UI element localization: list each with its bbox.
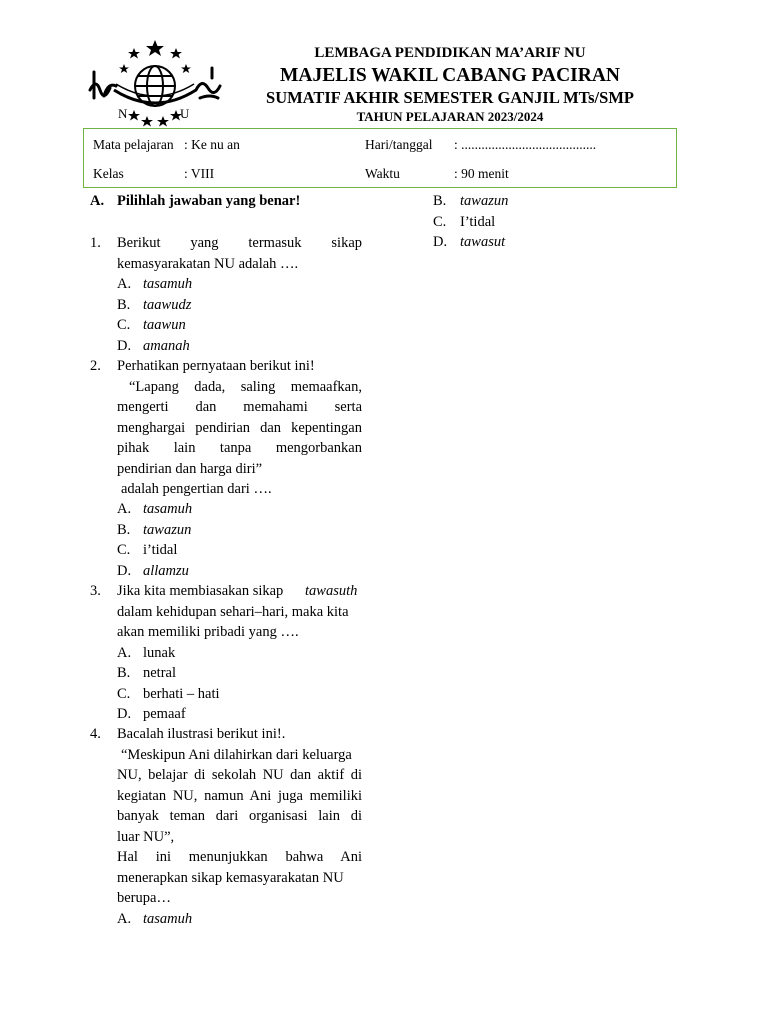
option-letter: B. [117,665,131,681]
option-letter: C. [117,317,131,333]
option-text: lunak [143,645,176,661]
question-text-line: NU, belajar di sekolah NU dan aktif di [117,767,362,783]
question-text-line: mengerti dan memahami serta [117,399,362,415]
star-icon [181,64,191,73]
question-text-line: dalam kehidupan sehari–hari, maka kita [117,604,349,620]
question-text-line: “Meskipun Ani dilahirkan dari keluarga [121,747,352,763]
option-text: tasamuh [143,911,193,927]
option-letter: B. [117,522,131,538]
time-label: Waktu [365,166,400,181]
option-letter: D. [433,234,448,250]
institution-name: LEMBAGA PENDIDIKAN MA’ARIF NU [314,45,586,61]
section-title: Pilihlah jawaban yang benar! [117,193,301,209]
option-letter: C. [433,214,447,230]
logo-letter-u: U [180,106,190,121]
question-text-line: berupa… [117,890,171,906]
option-text: tawasut [460,234,506,250]
option-letter: A. [117,911,132,927]
question-text-line: “Lapang dada, saling memaafkan, [129,379,362,395]
question-number: 3. [90,583,101,599]
option-text: i’tidal [143,542,178,558]
option-text: tawazun [143,522,192,538]
option-text: pemaaf [143,706,186,722]
question-text-line: Hal ini menunjukkan bahwa Ani [117,849,362,865]
option-text: taawun [143,317,186,333]
question-text-line: kegiatan NU, namun Ani juga memiliki [117,788,362,804]
question-text-line: menerapkan sikap kemasyarakatan NU [117,870,344,886]
option-text: tasamuh [143,276,193,292]
option-letter: D. [117,563,132,579]
question-text-line: menghargai pendirian dan kepentingan [117,420,362,436]
question-text-line: Berikut yang termasuk sikap [117,235,362,251]
question-text-line: kemasyarakatan NU adalah …. [117,256,299,272]
star-icon [170,48,182,59]
calligraphy-icon [90,68,220,98]
option-letter: B. [117,297,131,313]
star-icon [128,48,140,59]
option-letter: C. [117,686,131,702]
question-text-line: pihak lain tanpa mengorbankan [117,440,362,456]
exam-title: SUMATIF AKHIR SEMESTER GANJIL MTs/SMP [266,88,634,107]
question-text-line: luar NU”, [117,829,175,845]
option-letter: D. [117,338,132,354]
option-text: allamzu [143,563,189,579]
star-icon [128,110,140,121]
option-letter: A. [117,645,132,661]
class-label: Kelas [93,166,124,181]
section-letter: A. [90,193,105,209]
exam-info-box [83,128,677,188]
question-text-line: akan memiliki pribadi yang …. [117,624,299,640]
option-text: taawudz [143,297,192,313]
option-text: berhati – hati [143,686,220,702]
subject-value: : Ke nu an [184,137,240,152]
subject-label: Mata pelajaran [93,137,174,152]
question-number: 2. [90,358,101,374]
logo-letter-n: N [118,106,128,121]
option-letter: B. [433,193,447,209]
option-text: netral [143,665,177,681]
date-value: : ........................................ [454,137,597,152]
date-label: Hari/tanggal [365,137,433,152]
option-letter: C. [117,542,131,558]
question-text-line: Bacalah ilustrasi berikut ini!. [117,726,286,742]
nu-logo [86,38,224,130]
option-text: I’tidal [460,214,496,230]
council-name: MAJELIS WAKIL CABANG PACIRAN [279,65,621,86]
star-icon [157,116,169,127]
time-value: : 90 menit [454,166,509,181]
star-icon [146,40,164,56]
academic-year: TAHUN PELAJARAN 2023/2024 [356,109,544,124]
option-text: tawazun [460,193,509,209]
question-text-line: adalah pengertian dari …. [121,481,272,497]
question-number: 4. [90,726,101,742]
option-text: tasamuh [143,501,193,517]
question-text-line: banyak teman dari organisasi lain di [117,808,362,824]
question-text-italic: tawasuth [305,583,358,599]
question-text-line: Jika kita membiasakan sikap [117,583,284,599]
class-value: : VIII [184,166,215,181]
question-text-line: Perhatikan pernyataan berikut ini! [117,358,315,374]
star-icon [141,116,153,127]
option-letter: A. [117,276,132,292]
option-letter: D. [117,706,132,722]
star-icon [119,64,129,73]
question-number: 1. [90,235,101,251]
option-text: amanah [143,338,190,354]
question-text-line: pendirian dan harga diri” [117,461,263,477]
option-letter: A. [117,501,132,517]
